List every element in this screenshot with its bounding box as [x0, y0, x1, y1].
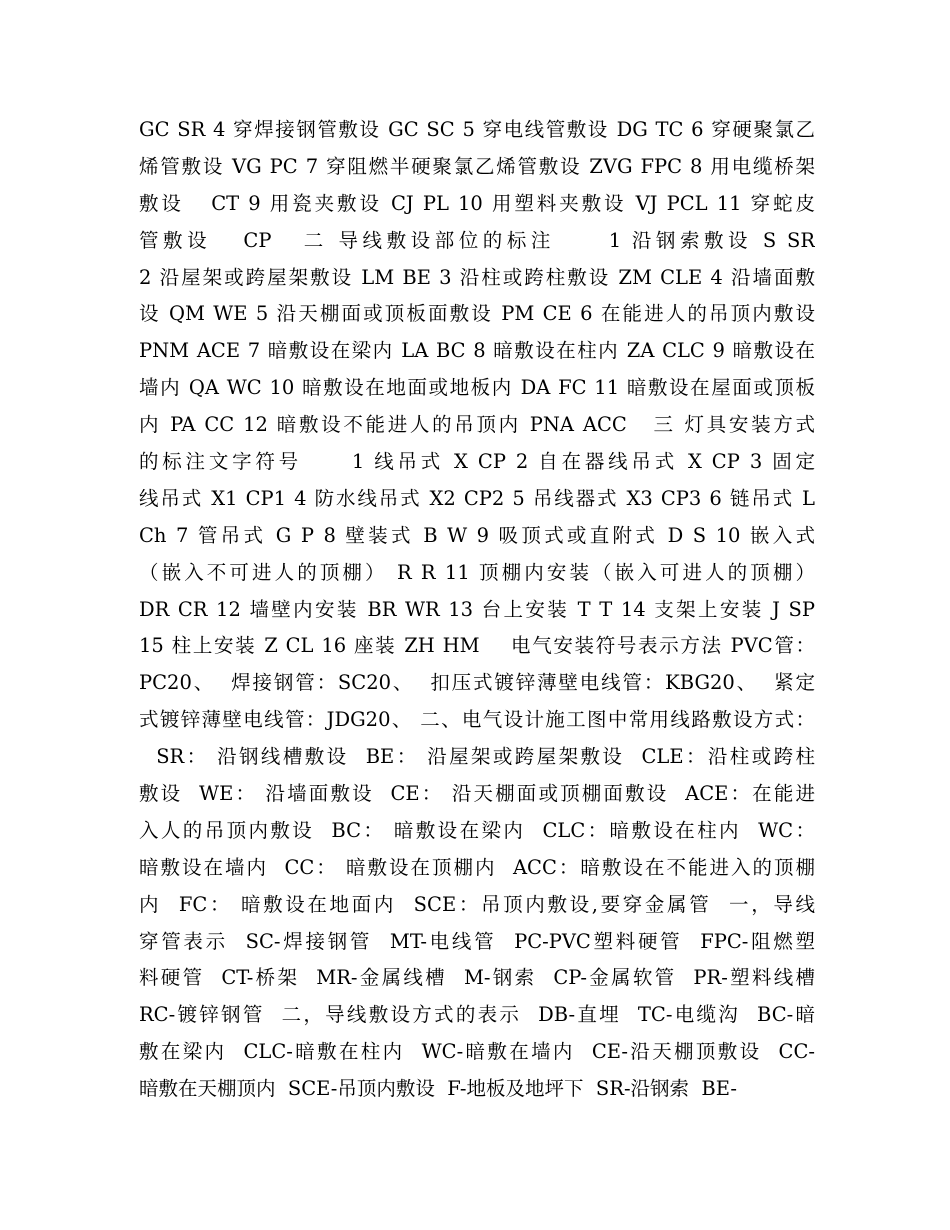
text-line: 穿管表示 SC-焊接钢管 MT-电线管 PC-PVC塑料硬管 FPC-阻燃塑	[139, 929, 815, 953]
text-line: 线吊式 X1 CP1 4 防水线吊式 X2 CP2 5 吊线器式 X3 CP3 6 链吊式 L	[139, 486, 815, 510]
text-line: 内 FC： 暗敷设在地面内 SCE：吊顶内敷设,要穿金属管 一，导线	[139, 892, 815, 916]
text-line: 的标注文字符号 1 线吊式 X CP 2 自在器线吊式 X CP 3 固定	[139, 450, 815, 474]
text-line: 入人的吊顶内敷设 BC： 暗敷设在梁内 CLC：暗敷设在柱内 WC：	[139, 818, 815, 842]
text-line: 2 沿屋架或跨屋架敷设 LM BE 3 沿柱或跨柱敷设 ZM CLE 4 沿墙面敷	[139, 265, 815, 289]
text-line: GC SR 4 穿焊接钢管敷设 GC SC 5 穿电线管敷设 DG TC 6 穿硬聚氯乙	[139, 118, 815, 141]
text-line: 设 QM WE 5 沿天棚面或顶板面敷设 PM CE 6 在能进人的吊顶内敷设	[139, 302, 815, 326]
text-line: SR： 沿钢线槽敷设 BE： 沿屋架或跨屋架敷设 CLE：沿柱或跨柱	[139, 745, 815, 769]
text-line: （嵌入不可进人的顶棚） R R 11 顶棚内安装（嵌入可进人的顶棚）	[139, 560, 815, 584]
text-line: 式镀锌薄壁电线管：JDG20、 二、电气设计施工图中常用线路敷设方式：	[139, 708, 815, 732]
text-line: DR CR 12 墙壁内安装 BR WR 13 台上安装 T T 14 支架上安装 J SP	[139, 597, 815, 621]
text-line: RC-镀锌钢管 二，导线敷设方式的表示 DB-直埋 TC-电缆沟 BC-暗	[139, 1003, 815, 1027]
text-line: 敷设 WE： 沿墙面敷设 CE： 沿天棚面或顶棚面敷设 ACE：在能进	[139, 782, 815, 806]
text-line: 敷设 CT 9 用瓷夹敷设 CJ PL 10 用塑料夹敷设 VJ PCL 11 穿蛇皮	[139, 191, 815, 215]
text-line: 墙内 QA WC 10 暗敷设在地面或地板内 DA FC 11 暗敷设在屋面或顶板	[139, 376, 815, 400]
text-line: 敷在梁内 CLC-暗敷在柱内 WC-暗敷在墙内 CE-沿天棚顶敷设 CC-	[139, 1040, 815, 1064]
body-text	[139, 112, 815, 1108]
text-line: 烯管敷设 VG PC 7 穿阻燃半硬聚氯乙烯管敷设 ZVG FPC 8 用电缆桥架	[139, 154, 815, 178]
text-line: 暗敷在天棚顶内 SCE-吊顶内敷设 F-地板及地坪下 SR-沿钢索 BE-	[139, 1077, 737, 1101]
text-line: 暗敷设在墙内 CC： 暗敷设在顶棚内 ACC：暗敷设在不能进入的顶棚	[139, 855, 815, 879]
text-line: PC20、 焊接钢管：SC20、 扣压式镀锌薄壁电线管：KBG20、 紧定	[139, 671, 815, 695]
text-line: 内 PA CC 12 暗敷设不能进人的吊顶内 PNA ACC 三 灯具安装方式	[139, 413, 815, 437]
text-line: Ch 7 管吊式 G P 8 壁装式 B W 9 吸顶式或直附式 D S 10 嵌入式	[139, 523, 815, 547]
text-line: 管敷设 CP 二 导线敷设部位的标注 1 沿钢索敷设 S SR	[139, 228, 815, 252]
text-line: 15 柱上安装 Z CL 16 座装 ZH HM 电气安装符号表示方法 PVC管：	[139, 634, 815, 658]
text-line: 料硬管 CT-桥架 MR-金属线槽 M-钢索 CP-金属软管 PR-塑料线槽	[139, 966, 815, 990]
text-line: PNM ACE 7 暗敷设在梁内 LA BC 8 暗敷设在柱内 ZA CLC 9 暗敷设在	[139, 339, 815, 363]
